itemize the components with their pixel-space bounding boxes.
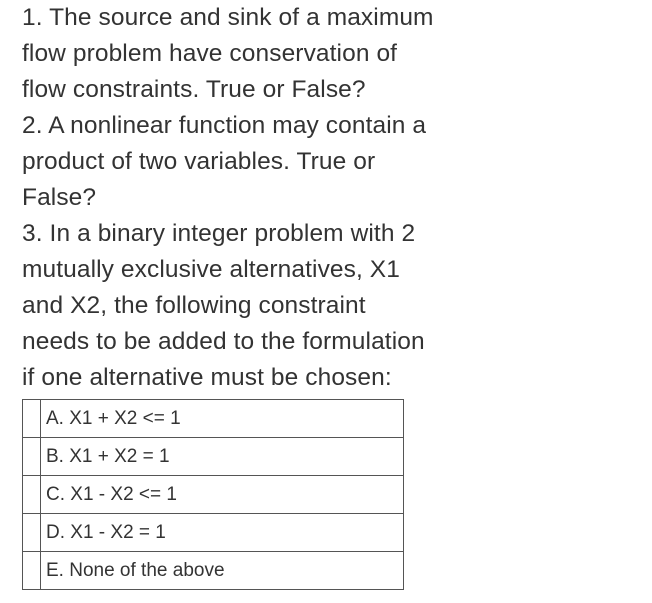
answer-option-a[interactable] xyxy=(23,400,404,438)
option-selector-cell[interactable] xyxy=(23,552,41,590)
question-2 xyxy=(22,108,642,216)
option-label[interactable]: D. X1 - X2 = 1 xyxy=(41,514,404,552)
question-1-line: flow constraints. True or False? xyxy=(22,76,366,103)
answer-option-c[interactable] xyxy=(23,476,404,514)
question-document xyxy=(22,0,642,396)
question-1-line: flow problem have conservation of xyxy=(22,40,398,67)
option-label[interactable]: C. X1 - X2 <= 1 xyxy=(41,476,404,514)
question-2-line: False? xyxy=(22,184,97,211)
answer-option-e[interactable] xyxy=(23,552,404,590)
question-1 xyxy=(22,0,642,108)
question-3-line: mutually exclusive alternatives, X1 xyxy=(22,256,400,283)
question-3-line: if one alternative must be chosen: xyxy=(22,364,392,391)
question-1-line: 1. The source and sink of a maximum xyxy=(22,4,434,31)
option-selector-cell[interactable] xyxy=(23,476,41,514)
answer-options-table xyxy=(22,399,404,590)
question-3-line: needs to be added to the formulation xyxy=(22,328,425,355)
question-3-line: 3. In a binary integer problem with 2 xyxy=(22,220,416,247)
option-label[interactable]: E. None of the above xyxy=(41,552,404,590)
option-label[interactable]: B. X1 + X2 = 1 xyxy=(41,438,404,476)
answer-option-b[interactable] xyxy=(23,438,404,476)
question-3-line: and X2, the following constraint xyxy=(22,292,366,319)
option-selector-cell[interactable] xyxy=(23,438,41,476)
question-2-line: product of two variables. True or xyxy=(22,148,376,175)
option-selector-cell[interactable] xyxy=(23,514,41,552)
answer-option-d[interactable] xyxy=(23,514,404,552)
question-3 xyxy=(22,216,642,396)
question-2-line: 2. A nonlinear function may contain a xyxy=(22,112,427,139)
option-selector-cell[interactable] xyxy=(23,400,41,438)
option-label[interactable]: A. X1 + X2 <= 1 xyxy=(41,400,404,438)
